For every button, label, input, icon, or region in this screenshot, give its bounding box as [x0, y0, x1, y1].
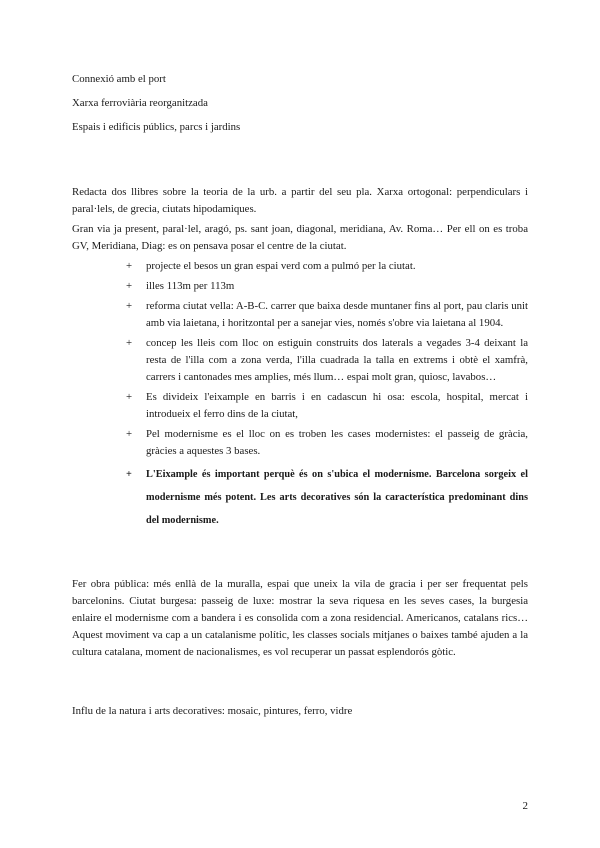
paragraph-decorative-arts: Influ de la natura i arts decoratives: mosaic, pintures, ferro, vidre: [72, 705, 353, 717]
page-number: 2: [522, 800, 528, 812]
bullet-plus-icon: +: [126, 469, 132, 480]
paragraph-urban-theory: Redacta dos llibres sobre la teoria de la urb. a partir del seu pla. Xarxa ortogonal: perpendiculars i paral·lels, de grecia, ciutats hipodamiques.: [72, 186, 528, 215]
bullet-list: [120, 258, 528, 535]
list-item: + L'Eixample és important perquè és on s'ubica el modernisme. Barcelona sorgeix el modernisme més potent. Les arts decoratives són la característica predominant dins del modernisme.: [120, 463, 528, 532]
list-item: + projecte el besos un gran espai verd com a pulmó per la ciutat.: [120, 258, 528, 275]
list-item: + concep les lleis com lloc on estiguin construits dos laterals a vegades 3-4 deixant la resta de l'illa com a zona verda, l'illa cuadrada la talla en extrems i obtè el xamfrà, carrers i cantonades mes amplies, més llum… espai molt gran, quiosc, lavabos…: [126, 337, 528, 383]
bullet-plus-icon: +: [126, 428, 133, 440]
bullet-plus-icon: +: [126, 280, 133, 292]
list-item: + Es divideix l'eixample en barris i en cadascun hi osa: escola, hospital, mercat i introdueix el ferro dins de la ciutat,: [126, 391, 528, 420]
heading-public-spaces: Espais i edificis públics, parcs i jardins: [72, 121, 241, 133]
paragraph-public-works: Fer obra pública: més enllà de la muralla, espai que uneix la vila de gracia i per ser frequentat pels barcelonins. Ciutat burgesa: passeig de luxe: mostrar la seva riquesa en les seves cases, la burgesia enlaire el modernisme com a bandera i es consolida com a zona residencial. Americanos, catalans rics… Aquest moviment va cap a un catalanisme polític, les classes socials mitjanes o baixes també ajuden a la cultura catalana, moment de nacionalismes, es vol recuperar un passat esplendorós gòtic.: [72, 578, 528, 658]
list-item: + reforma ciutat vella: A-B-C. carrer que baixa desde muntaner fins al port, pau claris unit amb via laietana, i horitzontal per a sanejar vies, només s'obre via laietana al 1904.: [126, 300, 528, 329]
bullet-plus-icon: +: [126, 300, 133, 312]
heading-railway-network: Xarxa ferroviària reorganitzada: [72, 97, 208, 109]
list-item: + Pel modernisme es el lloc on es troben les cases modernistes: el passeig de gràcia, gràcies a aquestes 3 bases.: [126, 428, 528, 457]
bullet-plus-icon: +: [126, 391, 133, 403]
bullet-plus-icon: +: [126, 337, 133, 349]
list-item: + illes 113m per 113m: [120, 278, 528, 295]
bullet-plus-icon: +: [126, 260, 133, 272]
heading-port-connection: Connexió amb el port: [72, 73, 166, 85]
paragraph-main-avenues: Gran via ja present, paral·lel, aragó, ps. sant joan, diagonal, meridiana, Av. Roma… Per ell on es troba GV, Meridiana, Diag: es on pensava posar el centre de la ciutat.: [72, 223, 528, 252]
